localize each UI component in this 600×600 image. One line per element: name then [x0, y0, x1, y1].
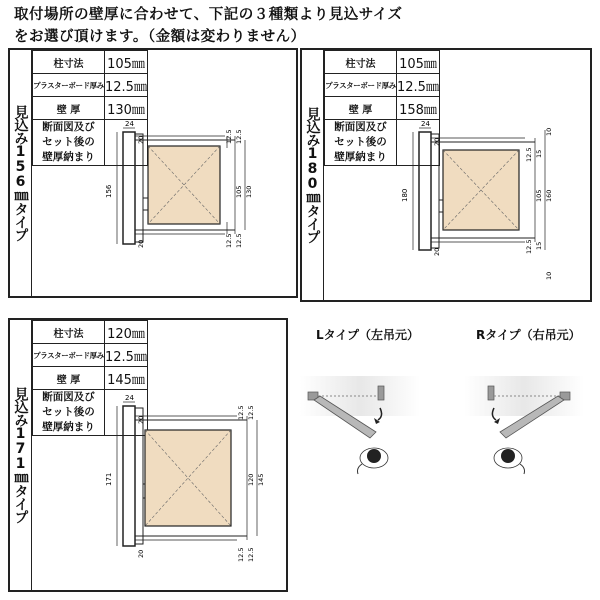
- dim-gap-bottom: 20: [137, 239, 145, 248]
- spec-title: 見込み171㎜タイプ: [10, 320, 32, 590]
- board-value: 12.5㎜: [105, 344, 148, 367]
- pillar-label: 柱寸法: [33, 51, 105, 74]
- section-diagram-svg: [105, 120, 299, 299]
- spec-table: [32, 320, 265, 562]
- pillar-label: 柱寸法: [325, 51, 397, 74]
- header-line-2: をお選び頂けます。（金額は変わりません）: [14, 29, 306, 45]
- dim-top-width: 24: [125, 394, 134, 402]
- spec-panel-156: [8, 48, 298, 298]
- r-type-illustration: [464, 376, 584, 486]
- section-label-3: 壁厚納まり: [42, 151, 95, 163]
- board-value: 12.5㎜: [397, 74, 440, 97]
- dim-gap-bottom: 20: [137, 549, 145, 558]
- section-label-1: 断面図及び: [42, 391, 95, 403]
- dim-overall: 156: [105, 184, 113, 198]
- wall-value: 130㎜: [105, 97, 148, 120]
- section-diagram-svg: [105, 390, 289, 593]
- dim-board-bottom: 12.5: [235, 233, 243, 248]
- dim-gap-top: 20: [137, 415, 145, 424]
- board-label: プラスターボード厚み: [33, 74, 105, 97]
- section-diagram: [397, 120, 553, 280]
- section-label-2: セット後の: [42, 406, 95, 418]
- pillar-value: 105㎜: [105, 51, 148, 74]
- section-label: [325, 120, 397, 166]
- section-label-1: 断面図及び: [334, 121, 387, 133]
- section-label-3: 壁厚納まり: [334, 151, 387, 163]
- pillar-value: 105㎜: [397, 51, 440, 74]
- dim-board-bottom: 12.5: [247, 547, 255, 562]
- wall-value: 145㎜: [105, 367, 148, 390]
- dim-mid-15a: 15: [535, 149, 543, 158]
- l-type-illustration: [300, 376, 420, 486]
- section-diagram-svg: [397, 120, 591, 303]
- dim-edge-bottom: 12.5: [225, 233, 233, 248]
- board-value: 12.5㎜: [105, 74, 148, 97]
- dim-gap-top: 20: [137, 135, 145, 144]
- dim-wall-total: 160: [545, 189, 553, 202]
- wall-label: 壁 厚: [325, 97, 397, 120]
- dim-board-bottom: 12.5: [525, 239, 533, 254]
- dim-board-top: 12.5: [525, 147, 533, 162]
- dim-top-10: 10: [545, 127, 553, 136]
- wall-label: 壁 厚: [33, 367, 105, 390]
- dim-top-width: 24: [421, 120, 430, 128]
- dim-board-top: 12.5: [247, 405, 255, 420]
- spec-table: [324, 50, 553, 280]
- r-type-label: Rタイプ（右吊元）: [476, 328, 581, 342]
- spec-title: 見込み180㎜タイプ: [302, 50, 324, 300]
- dim-wall-total: 145: [257, 473, 265, 486]
- section-label-1: 断面図及び: [42, 121, 95, 133]
- section-label-3: 壁厚納まり: [42, 421, 95, 433]
- section-diagram: [105, 120, 253, 248]
- board-label: プラスターボード厚み: [33, 344, 105, 367]
- l-type-label: Lタイプ（左吊元）: [316, 328, 420, 342]
- dim-pillar: 105: [235, 185, 243, 198]
- dim-edge-top: 12.5: [225, 129, 233, 144]
- dim-overall: 171: [105, 472, 113, 486]
- section-label: [33, 120, 105, 166]
- dim-pillar: 120: [247, 473, 255, 486]
- section-label-2: セット後の: [42, 136, 95, 148]
- section-diagram: [105, 390, 265, 562]
- board-label: プラスターボード厚み: [325, 74, 397, 97]
- section-label-2: セット後の: [334, 136, 387, 148]
- dim-pillar: 105: [535, 189, 543, 202]
- dim-edge-top: 12.5: [237, 405, 245, 420]
- dim-overall: 180: [401, 188, 409, 202]
- wall-value: 158㎜: [397, 97, 440, 120]
- dim-mid-15b: 15: [535, 241, 543, 250]
- dim-top-width: 24: [125, 120, 134, 128]
- header-text: [14, 4, 594, 48]
- header-line-1: 取付場所の壁厚に合わせて、下記の３種類より見込サイズ: [14, 7, 403, 23]
- pillar-label: 柱寸法: [33, 321, 105, 344]
- pillar-value: 120㎜: [105, 321, 148, 344]
- spec-table: [32, 50, 253, 248]
- spec-panel-171: [8, 318, 288, 592]
- dim-gap-bottom: 20: [433, 247, 441, 256]
- dim-bottom-10: 10: [545, 271, 553, 280]
- dim-edge-bottom: 12.5: [237, 547, 245, 562]
- wall-label: 壁 厚: [33, 97, 105, 120]
- spec-title: 見込み156㎜タイプ: [10, 50, 32, 296]
- spec-panel-180: [300, 48, 592, 302]
- dim-board-top: 12.5: [235, 129, 243, 144]
- dim-gap-top: 20: [433, 137, 441, 146]
- section-label: [33, 390, 105, 436]
- dim-wall-total: 130: [245, 185, 253, 198]
